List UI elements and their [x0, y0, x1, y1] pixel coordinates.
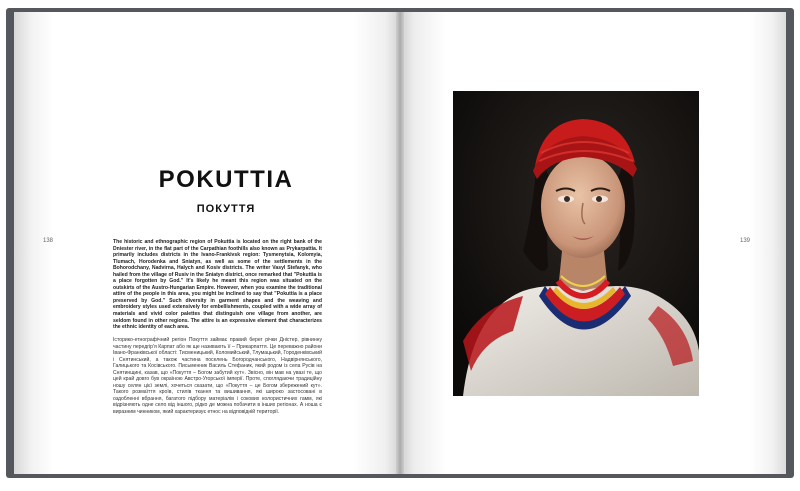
page-subtitle: ПОКУТТЯ	[196, 203, 256, 215]
body-text-english: The historic and ethnographic region of Pokuttia is located on the right bank of the Dniester river, in the flat part of the Carpathian foothills also known as Prykarpattia. It primarily includes districts in the Ivano-Frankivsk region: Tysmenytsia, Kolomyia, Tlumach, Horodenka and Sniatyn, as well as some of the settlements in the Bohorodchany, Nadvirna, Halych and Kosiv districts. The writer Vasyl Stefanyk, who hailed from the village of Rusiv in the Sniatyn district, once remarked that "Pokuttia is a place forgotten by God." It's likely he meant this region was situated on the outskirts of the Austro-Hungarian Empire. However, when you examine the traditional attire of the people in this area, you might be inclined to say that "Pokuttia is a place preserved by God." Such diversity in garment shapes and the weaving and embroidery styles used extensively for embellishments, coupled with a wide array of materials and vivid color palettes that distinguish one village from another, are seldom found in other regions. The attire is an expressive element that characterizes the ethnic identity of each area.	[113, 239, 322, 331]
body-text-ukrainian: Історико-етнографічний регіон Покуття займає правий берег річки Дністер, рівнинну частину передгір'я Карпат або як ще називають її – Прикарпаття. Це переважно райони Івано-Франківської області: Тисменицький, Коломийський, Тлумацький, Городенківський і Снятинський, а також частина поселень Богородчанського, Надвірнянського, Галицького та Косівського. Письменник Василь Стефаник, який родом із села Русів на Снятинщині, казав, що «Покуття – Богом забутий кут». Звісно, він мав на увазі те, що цей край довго був окраїною Австро-Угорської імперії. Проте, споглядаючи традиційну ношу селян цієї землі, хочеться сказати, що «Покуття – це Богом збережений кут». Такого розмаїття кроїв, стилів ткання та вишивання, які широко застосовані в оздобленні вбрання, багатого підбору матеріалів і сокових колористичних гамм, які відрізняють одне село від іншого, рідко де можна побачити в інших регіонах. А ноша є виразним чинником, який характеризує етнос на відповідній території.	[113, 337, 322, 416]
left-page-number: 138	[43, 238, 54, 244]
portrait-illustration	[453, 91, 699, 396]
portrait-photo	[453, 91, 699, 396]
right-page-number: 139	[740, 238, 751, 244]
book-spine-gutter	[396, 12, 404, 474]
page-title: POKUTTIA	[158, 166, 294, 193]
